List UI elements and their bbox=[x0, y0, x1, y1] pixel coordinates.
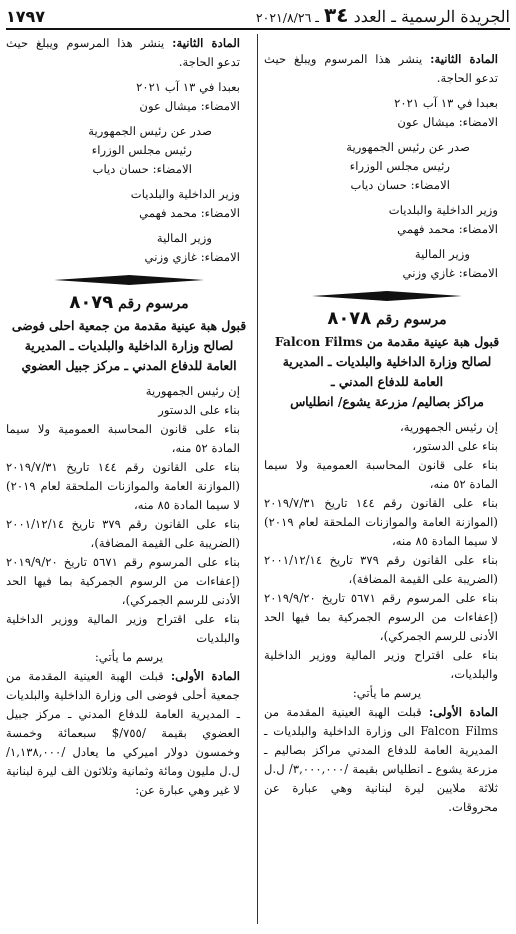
subject-line-3: العامة للدفاع المدني ـ bbox=[330, 374, 444, 389]
issued-by: صدر عن رئيس الجمهورية bbox=[88, 124, 212, 138]
decree-number: ٨٠٧٨ bbox=[327, 308, 372, 329]
article-2-text: ينشر هذا المرسوم ويبلغ حيث تدعو الحاجة. bbox=[264, 52, 498, 85]
interior-minister: وزير الداخلية والبلديات bbox=[388, 203, 498, 217]
decrees-line: يرسم ما يأتي: bbox=[94, 650, 164, 664]
column-divider bbox=[257, 34, 258, 924]
preamble-2: بناء على الدستور bbox=[158, 403, 240, 417]
finance-minister: وزير المالية bbox=[414, 247, 470, 261]
article-2-label: المادة الثانية: bbox=[430, 52, 499, 66]
preamble-1: إن رئيس الجمهورية bbox=[145, 384, 240, 398]
right-column bbox=[264, 34, 510, 930]
preamble-1: إن رئيس الجمهورية، bbox=[399, 420, 498, 434]
article-1 bbox=[264, 703, 510, 817]
article-1-text: قبلت الهبة العينية المقدمة من Falcon Films الى وزارة الداخلية والبلديات ـ المديرية العامة للدفاع المدني مراكز بصاليم ـ مزرعة يشوع ـ انطلياس بقيمة /٣,٠٠٠,٠٠٠/ ل.ل ثلاثة ملايين ليرة لبنانية وهي عبارة عن محروقات. bbox=[264, 705, 498, 814]
page-header bbox=[6, 4, 510, 30]
subject-line-2: لصالح وزارة الداخلية والبلديات ـ المديرية bbox=[282, 354, 492, 369]
preamble-3: بناء على قانون المحاسبة العمومية ولا سيما المادة ٥٢ منه، bbox=[264, 458, 498, 491]
article-2-text: ينشر هذا المرسوم ويبلغ حيث تدعو الحاجة. bbox=[6, 36, 240, 69]
page-number: ١٧٩٧ bbox=[6, 7, 46, 26]
article-2-label: المادة الثانية: bbox=[172, 36, 241, 50]
decrees-line: يرسم ما يأتي: bbox=[352, 686, 422, 700]
separator-ornament bbox=[6, 275, 252, 287]
article-1 bbox=[6, 667, 252, 800]
decree-heading bbox=[264, 309, 510, 330]
issue-date: ـ ٢٠٢١/٨/٢٦ bbox=[255, 10, 319, 25]
journal-title: الجريدة الرسمية ـ العدد bbox=[353, 7, 510, 26]
preamble-2: بناء على الدستور، bbox=[412, 439, 498, 453]
article-1-label: المادة الأولى: bbox=[428, 705, 499, 719]
interior-minister: وزير الداخلية والبلديات bbox=[130, 187, 240, 201]
date-line: بعبدا في ١٣ آب ٢٠٢١ bbox=[136, 80, 240, 94]
signature-interior: الامضاء: محمد فهمي bbox=[139, 206, 240, 220]
preamble-7: بناء على اقتراح وزير المالية ووزير الداخلية والبلديات bbox=[6, 612, 240, 645]
page-number-box bbox=[6, 7, 45, 26]
subject-line-2: لصالح وزارة الداخلية والبلديات ـ المديرية bbox=[24, 338, 234, 353]
signature-pm: الامضاء: حسان دياب bbox=[92, 162, 192, 176]
signature-president: الامضاء: ميشال عون bbox=[139, 99, 240, 113]
decree-number: ٨٠٧٩ bbox=[69, 292, 114, 313]
subject-line-1: قبول هبة عينية مقدمة من جمعية احلى فوضى bbox=[11, 318, 247, 333]
preamble-4: بناء على القانون رقم ١٤٤ تاريخ ٢٠١٩/٧/٣١ (الموازنة العامة والموازنات الملحقة لعام ٢٠١٩) لا سيما المادة ٨٥ منه، bbox=[264, 496, 499, 548]
article-2 bbox=[6, 34, 252, 72]
signature-pm: الامضاء: حسان دياب bbox=[350, 178, 450, 192]
date-line: بعبدا في ١٣ آب ٢٠٢١ bbox=[394, 96, 498, 110]
preamble-7: بناء على اقتراح وزير المالية ووزير الداخلية والبلديات، bbox=[264, 648, 498, 681]
prime-minister: رئيس مجلس الوزراء bbox=[91, 143, 192, 157]
preamble-4: بناء على القانون رقم ١٤٤ تاريخ ٢٠١٩/٧/٣١ (الموازنة العامة والموازنات الملحقة لعام ٢٠١٩) لا سيما المادة ٨٥ منه، bbox=[6, 460, 241, 512]
separator-ornament bbox=[264, 291, 510, 303]
signature-president: الامضاء: ميشال عون bbox=[397, 115, 498, 129]
subject-line-4: مراكز بصاليم/ مزرعة يشوع/ انطلياس bbox=[290, 394, 484, 409]
prime-minister: رئيس مجلس الوزراء bbox=[349, 159, 450, 173]
preamble-6: بناء على المرسوم رقم ٥٦٧١ تاريخ ٢٠١٩/٩/٢٠ (إعفاءات من الرسوم الجمركية بما فيها الحد الأدنى للرسم الجمركي)، bbox=[264, 591, 498, 643]
decree-label: مرسوم رقم bbox=[376, 312, 447, 328]
left-column bbox=[6, 34, 252, 930]
issued-by: صدر عن رئيس الجمهورية bbox=[346, 140, 470, 154]
article-2 bbox=[264, 50, 510, 88]
finance-minister: وزير المالية bbox=[156, 231, 212, 245]
decree-label: مرسوم رقم bbox=[118, 296, 189, 312]
journal-info bbox=[255, 3, 510, 27]
preamble-5: بناء على القانون رقم ٣٧٩ تاريخ ٢٠٠١/١٢/١٤ (الضريبة على القيمة المضافة)، bbox=[6, 517, 241, 550]
preamble-5: بناء على القانون رقم ٣٧٩ تاريخ ٢٠٠١/١٢/١٤ (الضريبة على القيمة المضافة)، bbox=[264, 553, 499, 586]
preamble-3: بناء على قانون المحاسبة العمومية ولا سيما المادة ٥٢ منه، bbox=[6, 422, 240, 455]
signature-finance: الامضاء: غازي وزني bbox=[144, 250, 240, 264]
article-1-text: قبلت الهبة العينية المقدمة من جمعية أحلى فوضى الى وزارة الداخلية والبلديات ـ المديرية العامة للدفاع المدني ـ مركز جبيل العضوي بقيمة /٧٥٥/$ سبعمائة وخمسة وخمسون دولار اميركي ما يعادل /١,١٣٨,٠٠٠/ ل.ل مليون ومائة وثمانية وثلاثون الف ليرة لبنانية لا غير وهي عبارة عن: bbox=[6, 669, 240, 797]
signature-interior: الامضاء: محمد فهمي bbox=[397, 222, 498, 236]
preamble-6: بناء على المرسوم رقم ٥٦٧١ تاريخ ٢٠١٩/٩/٢٠ (إعفاءات من الرسوم الجمركية بما فيها الحد الأدنى للرسم الجمركي)، bbox=[6, 555, 240, 607]
signature-finance: الامضاء: غازي وزني bbox=[402, 266, 498, 280]
subject-line-1: قبول هبة عينية مقدمة من Falcon Films bbox=[274, 334, 500, 349]
issue-number: ٣٤ bbox=[324, 3, 349, 27]
article-1-label: المادة الأولى: bbox=[170, 669, 241, 683]
decree-heading bbox=[6, 293, 252, 314]
subject-line-3: العامة للدفاع المدني ـ مركز جبيل العضوي bbox=[21, 358, 237, 373]
